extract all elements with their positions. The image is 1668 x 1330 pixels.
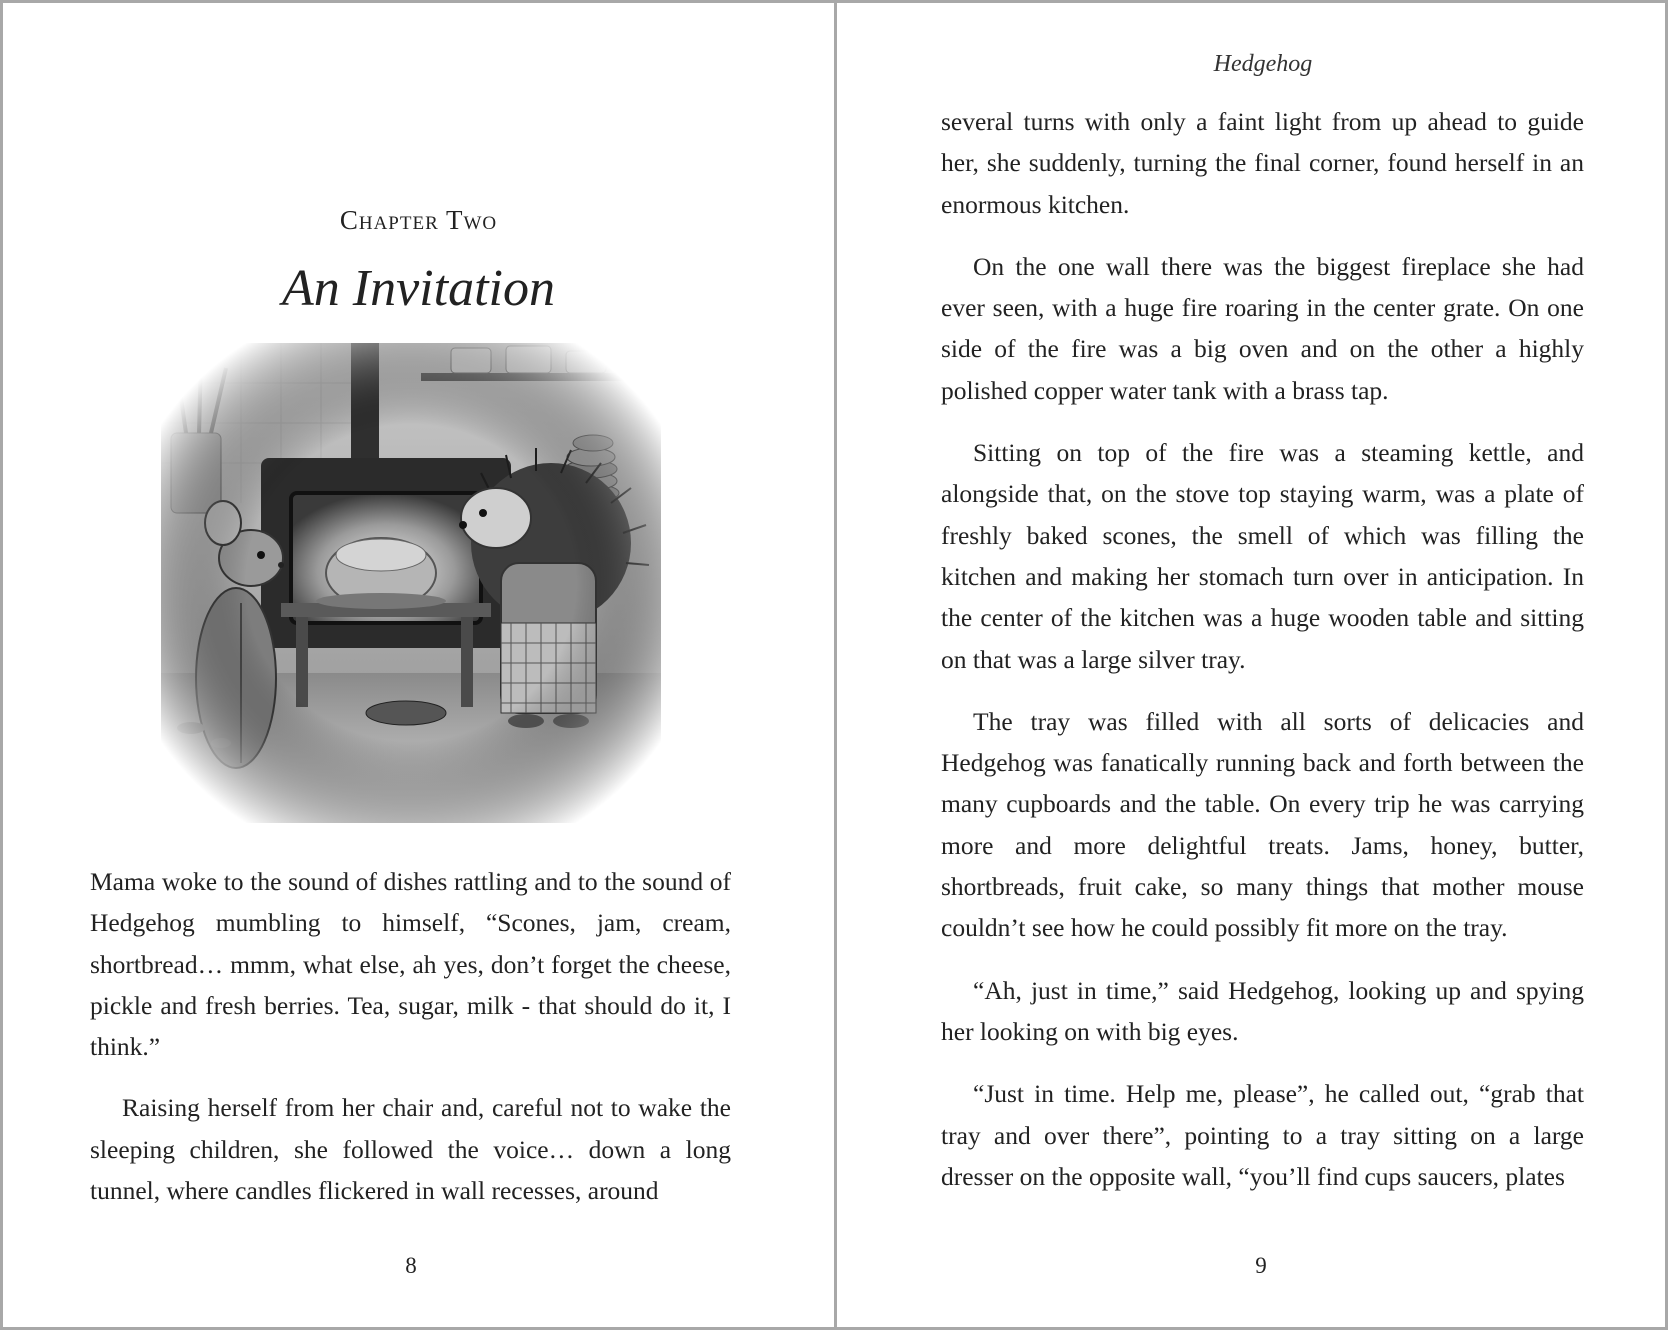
left-page: [3, 3, 834, 1327]
right-page-body: [941, 101, 1584, 1218]
paragraph: “Just in time. Help me, please”, he called out, “grab that tray and over there”, pointing to a tray sitting on a large dresser on the opposite wall, “you’ll find cups saucers, plates: [941, 1079, 1584, 1191]
paragraph: Raising herself from her chair and, careful not to wake the sleeping children, she followed the voice… down a long tunnel, where candles flickered in wall recesses, around: [90, 1093, 731, 1206]
left-page-body: [90, 861, 731, 1231]
mouse-and-hedgehog-kitchen-illustration: [161, 343, 661, 823]
chapter-label: Chapter Two: [339, 205, 498, 235]
paragraph: Mama woke to the sound of dishes rattling and to the sound of Hedgehog mumbling to himself, “Scones, jam, cream, shortbread… mmm, what else, ah yes, don’t forget the cheese, pickle and fresh berries. Tea, sugar, milk - that should do it, I think.”: [90, 867, 731, 1062]
paragraph: “Ah, just in time,” said Hedgehog, looking up and spying her looking on with big eyes.: [941, 975, 1584, 1046]
page-gutter: [834, 3, 837, 1327]
paragraph: On the one wall there was the biggest fireplace she had ever seen, with a huge fire roaring in the center grate. On one side of the fire was a big oven and on the other a highly polished copper water tank with a brass tap.: [941, 251, 1584, 405]
chapter-title: An Invitation: [282, 260, 555, 317]
paragraph: The tray was filled with all sorts of delicacies and Hedgehog was fanatically running back and forth between the many cupboards and the table. On every trip he was carrying more and more delightful treats. Jams, honey, butter, shortbreads, fruit cake, so many things that mother mouse couldn’t see how he could possibly fit more on the tray.: [941, 706, 1584, 943]
page-number: 8: [405, 1253, 417, 1278]
paragraph: several turns with only a faint light from up ahead to guide her, she suddenly, turning the final corner, found herself in an enormous kitchen.: [941, 107, 1584, 219]
running-head: Hedgehog: [1213, 51, 1313, 77]
page-number: 9: [1255, 1253, 1267, 1278]
paragraph: Sitting on top of the fire was a steaming kettle, and alongside that, on the stove top staying warm, was a plate of freshly baked scones, the smell of which was filling the kitchen and making her stomach turn over in anticipation. In the center of the kitchen was a huge wooden table and sitting on that was a large silver tray.: [941, 438, 1584, 674]
